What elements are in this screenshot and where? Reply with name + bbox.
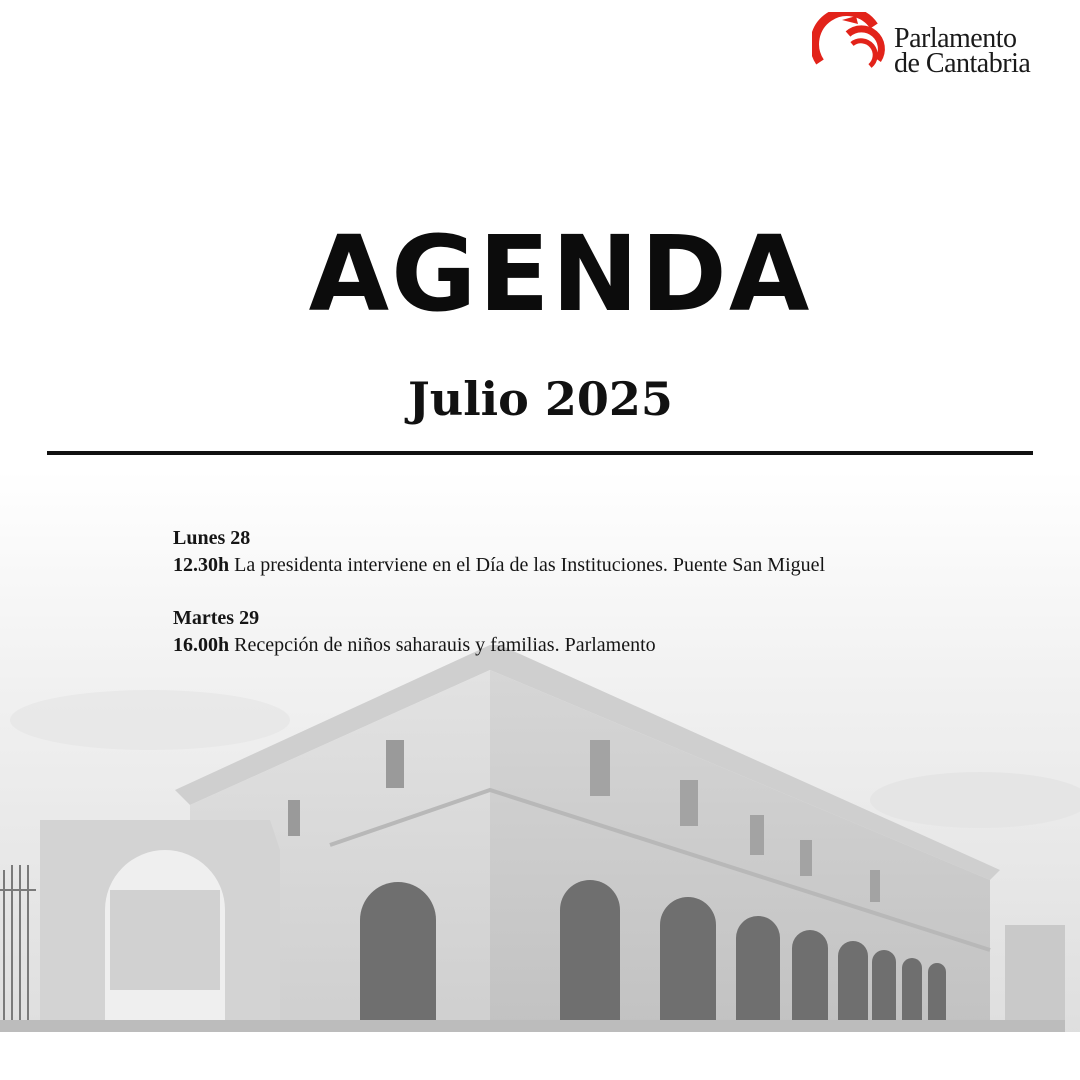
- agenda-list: [173, 525, 1033, 685]
- agenda-day: [173, 605, 1033, 659]
- event-time: 16.00h: [173, 634, 230, 656]
- agenda-day: [173, 525, 1033, 579]
- event-text: Recepción de niños saharauis y familias. Parlamento: [234, 634, 656, 656]
- page-subtitle: Julio 2025: [408, 372, 673, 426]
- parlamento-arc-icon: [812, 12, 892, 78]
- event-text: La presidenta interviene en el Día de las Instituciones. Puente San Miguel: [234, 554, 826, 576]
- page-title: AGENDA: [308, 213, 812, 335]
- logo-line-2: de Cantabria: [894, 48, 1031, 79]
- day-label: Lunes 28: [173, 527, 251, 549]
- agenda-event: [173, 552, 1033, 579]
- day-label: Martes 29: [173, 607, 260, 629]
- parlamento-logo: [812, 12, 1042, 78]
- agenda-event: [173, 632, 1033, 659]
- event-time: 12.30h: [173, 554, 230, 576]
- divider: [47, 451, 1033, 455]
- logo-line-1: Parlamento: [894, 23, 1017, 54]
